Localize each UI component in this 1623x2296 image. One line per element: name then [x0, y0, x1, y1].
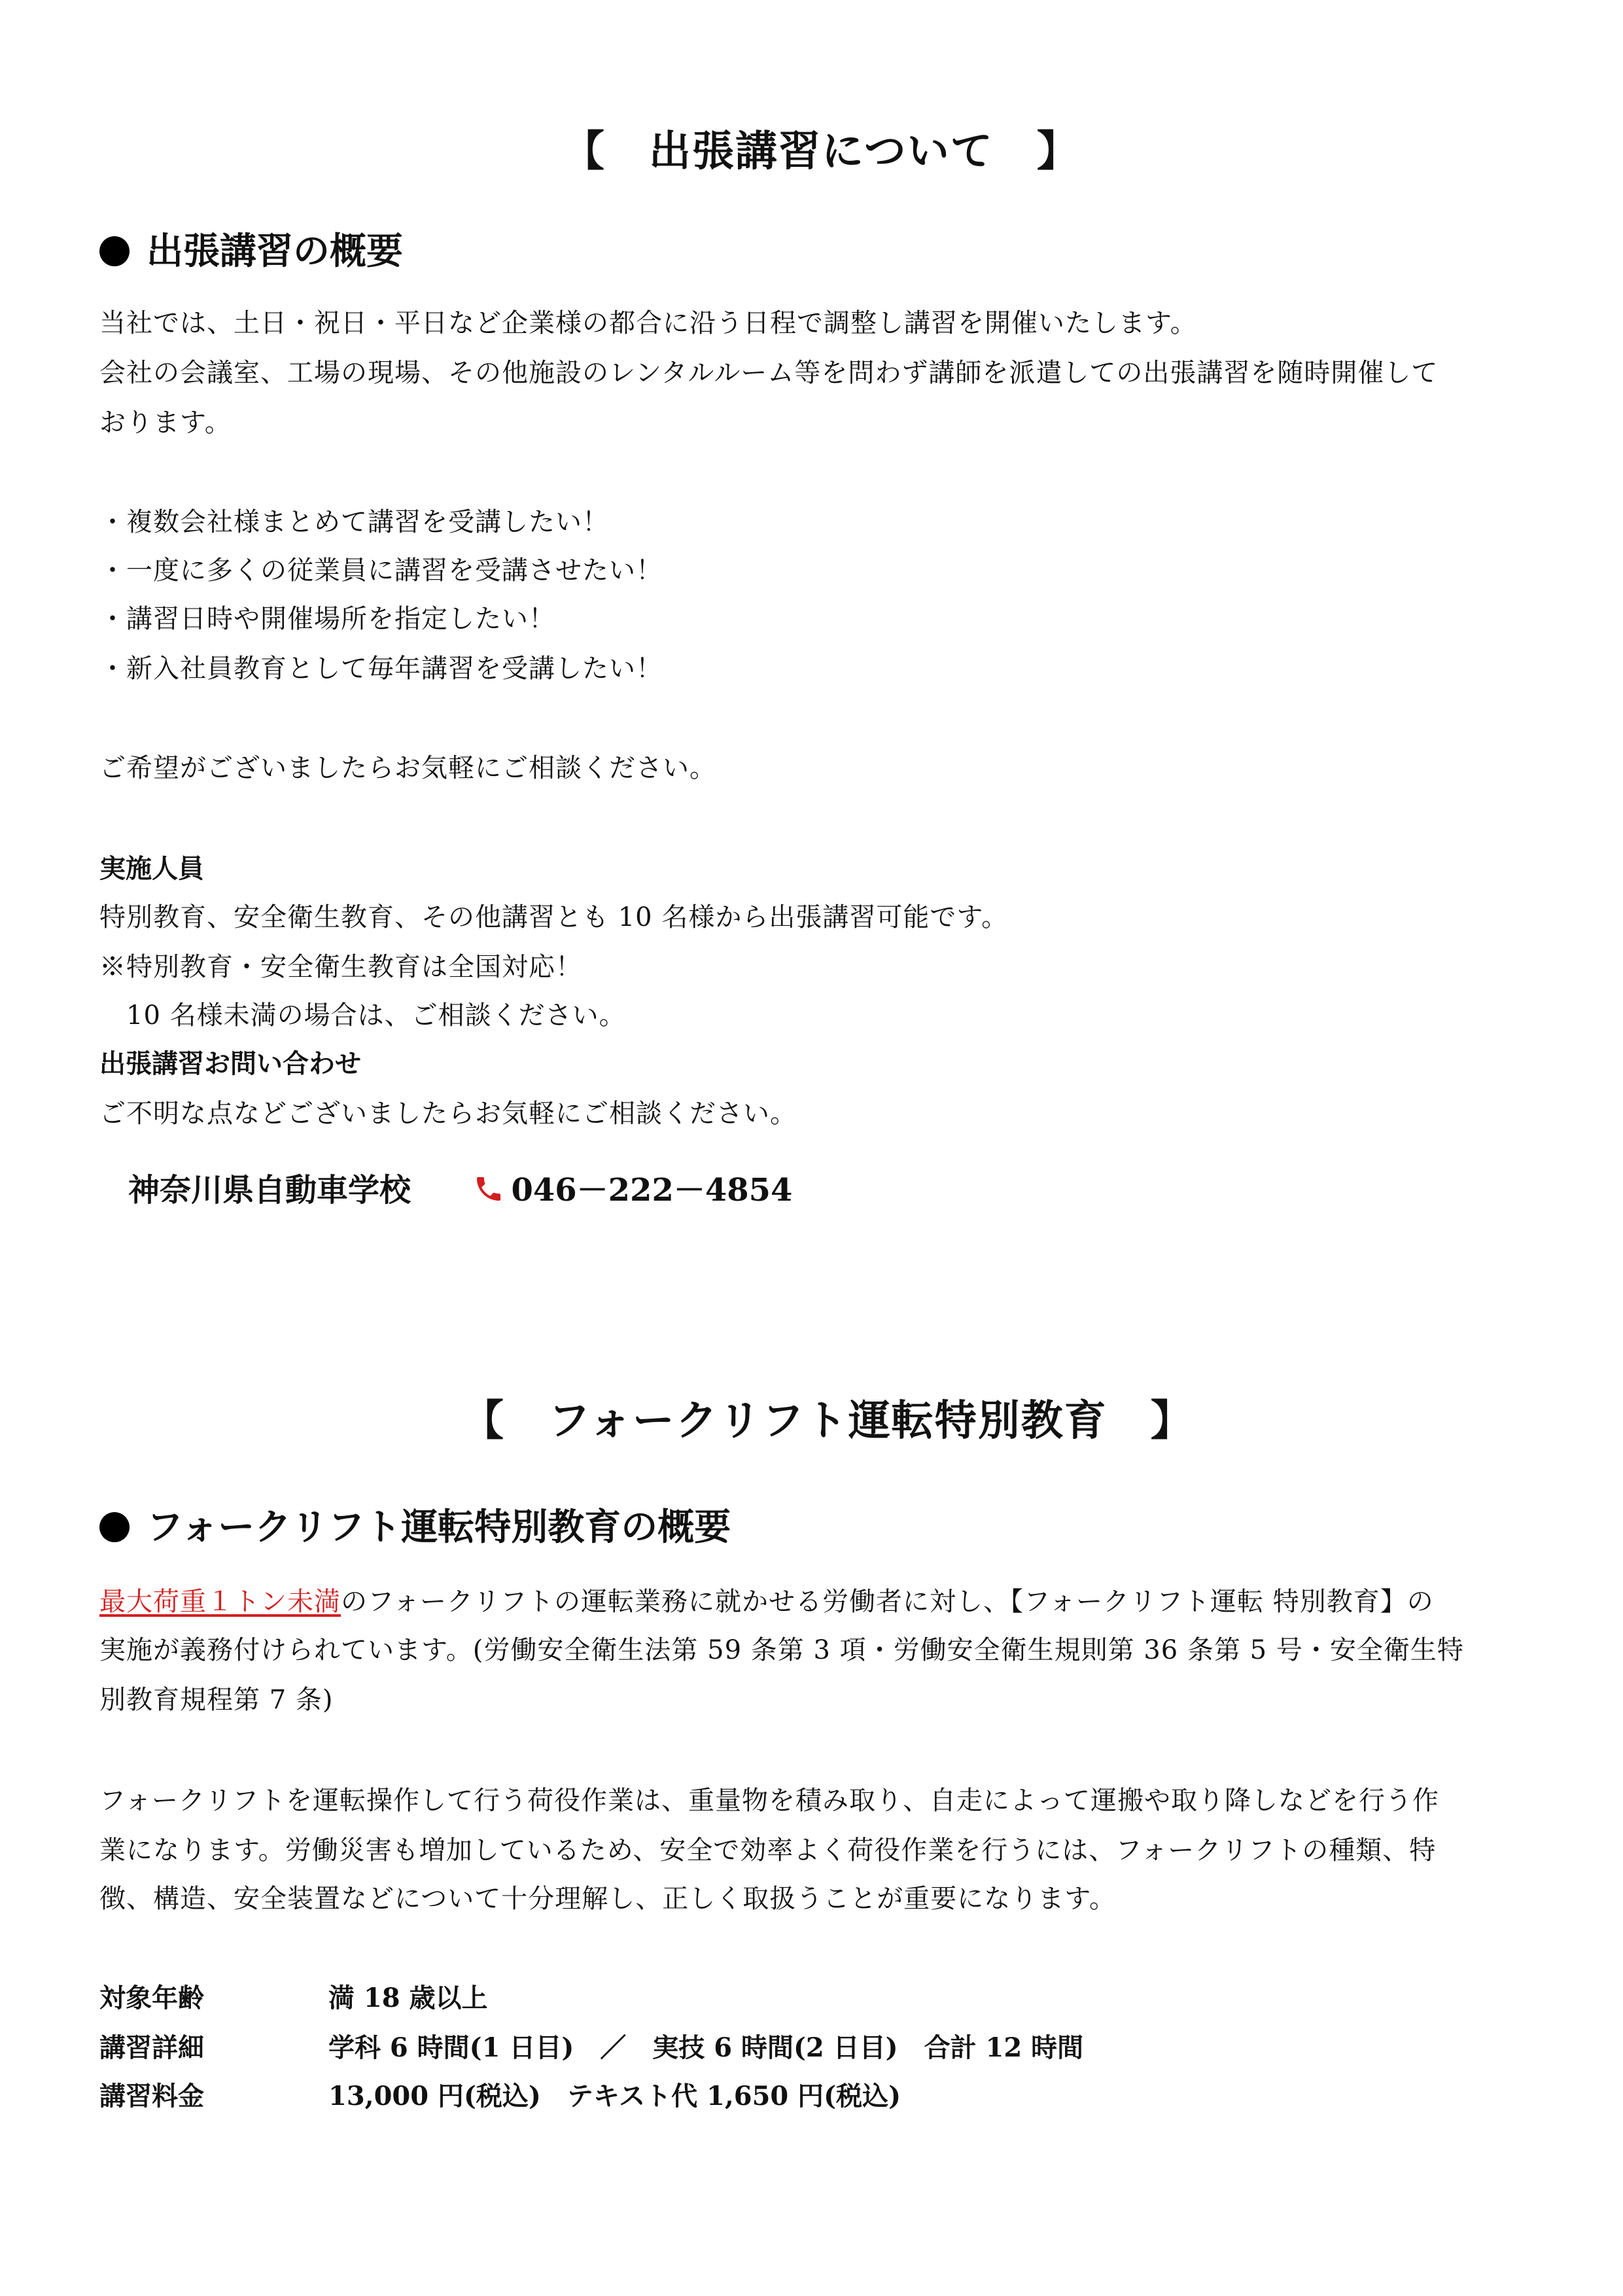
- para1-rest: のフォークリフトの運転業務に就かせる労働者に対し、【フォークリフト運転 特別教育】の: [341, 1587, 1434, 1617]
- school-name: 神奈川県自動車学校: [128, 1172, 411, 1209]
- para1-line-1: [99, 1581, 1434, 1618]
- bullet-item: ・新入社員教育として毎年講習を受講したい！: [99, 654, 663, 684]
- para1-line-3: 別教育規程第 7 条): [99, 1685, 334, 1715]
- detail-value: 満 18 歳以上: [328, 1983, 488, 2013]
- bullet-dot-icon: [99, 1512, 130, 1542]
- intro-line-3: おります。: [99, 408, 232, 438]
- detail-value: 13,000 円(税込) テキスト代 1,650 円(税込): [328, 2081, 901, 2111]
- para2-line: 業になります。労働災害も増加しているため、安全で効率よく荷役作業を行うには、フォークリフトの種類、特: [99, 1835, 1437, 1865]
- intro-line-2: 会社の会議室、工場の現場、その他施設のレンタルルーム等を問わず講師を派遣しての出張講習を随時開催して: [99, 358, 1439, 388]
- section2-title: 【 フォークリフト運転特別教育 】: [462, 1396, 1194, 1445]
- bullet-item: ・複数会社様まとめて講習を受講したい！: [99, 507, 609, 537]
- phone-icon: [473, 1173, 504, 1205]
- detail-label: 対象年齢: [99, 1983, 204, 2013]
- section2-heading: [99, 1498, 731, 1551]
- detail-label: 講習詳細: [99, 2032, 204, 2063]
- inquiry-text: ご不明な点などございましたらお気軽にご相談ください。: [99, 1099, 797, 1129]
- intro-line-1: 当社では、土日・祝日・平日など企業様の都合に沿う日程で調整し講習を開催いたします。: [99, 308, 1197, 338]
- contact-line: [128, 1165, 792, 1210]
- detail-label: 講習料金: [99, 2081, 204, 2111]
- section1-heading-text: 出張講習の概要: [147, 230, 403, 273]
- inquiry-label: 出張講習お問い合わせ: [99, 1048, 361, 1079]
- section1-heading: [99, 222, 403, 275]
- bullet-dot-icon: [99, 236, 130, 266]
- para2-line: フォークリフトを運転操作して行う荷役作業は、重量物を積み取り、自走によって運搬や取り降しなどを行う作: [99, 1786, 1439, 1816]
- phone-number[interactable]: 046－222－4854: [511, 1172, 793, 1209]
- bullet-item: ・講習日時や開催場所を指定したい！: [99, 604, 555, 634]
- detail-value: 学科 6 時間(1 日目) ／ 実技 6 時間(2 日目) 合計 12 時間: [328, 2032, 1084, 2063]
- section2-heading-text: フォークリフト運転特別教育の概要: [147, 1506, 731, 1549]
- para2-line: 徴、構造、安全装置などについて十分理解し、正しく取扱うことが重要になります。: [99, 1884, 1116, 1914]
- section1-title: 【 出張講習について 】: [563, 127, 1080, 176]
- max-load-highlight: 最大荷重１トン未満: [99, 1587, 341, 1617]
- staff-line: 10 名様未満の場合は、ご相談ください。: [99, 1000, 626, 1031]
- bullet-item: ・一度に多くの従業員に講習を受講させたい！: [99, 556, 663, 586]
- staff-line: ※特別教育・安全衛生教育は全国対応！: [99, 952, 582, 982]
- consult-text: ご希望がございましたらお気軽にご相談ください。: [99, 753, 716, 783]
- staff-line: 特別教育、安全衛生教育、その他講習とも 10 名様から出張講習可能です。: [99, 902, 1009, 932]
- staff-label: 実施人員: [99, 853, 204, 884]
- para1-line-2: 実施が義務付けられています。(労働安全衛生法第 59 条第 3 項・労働安全衛生規則第 36 条第 5 号・安全衛生特: [99, 1635, 1464, 1665]
